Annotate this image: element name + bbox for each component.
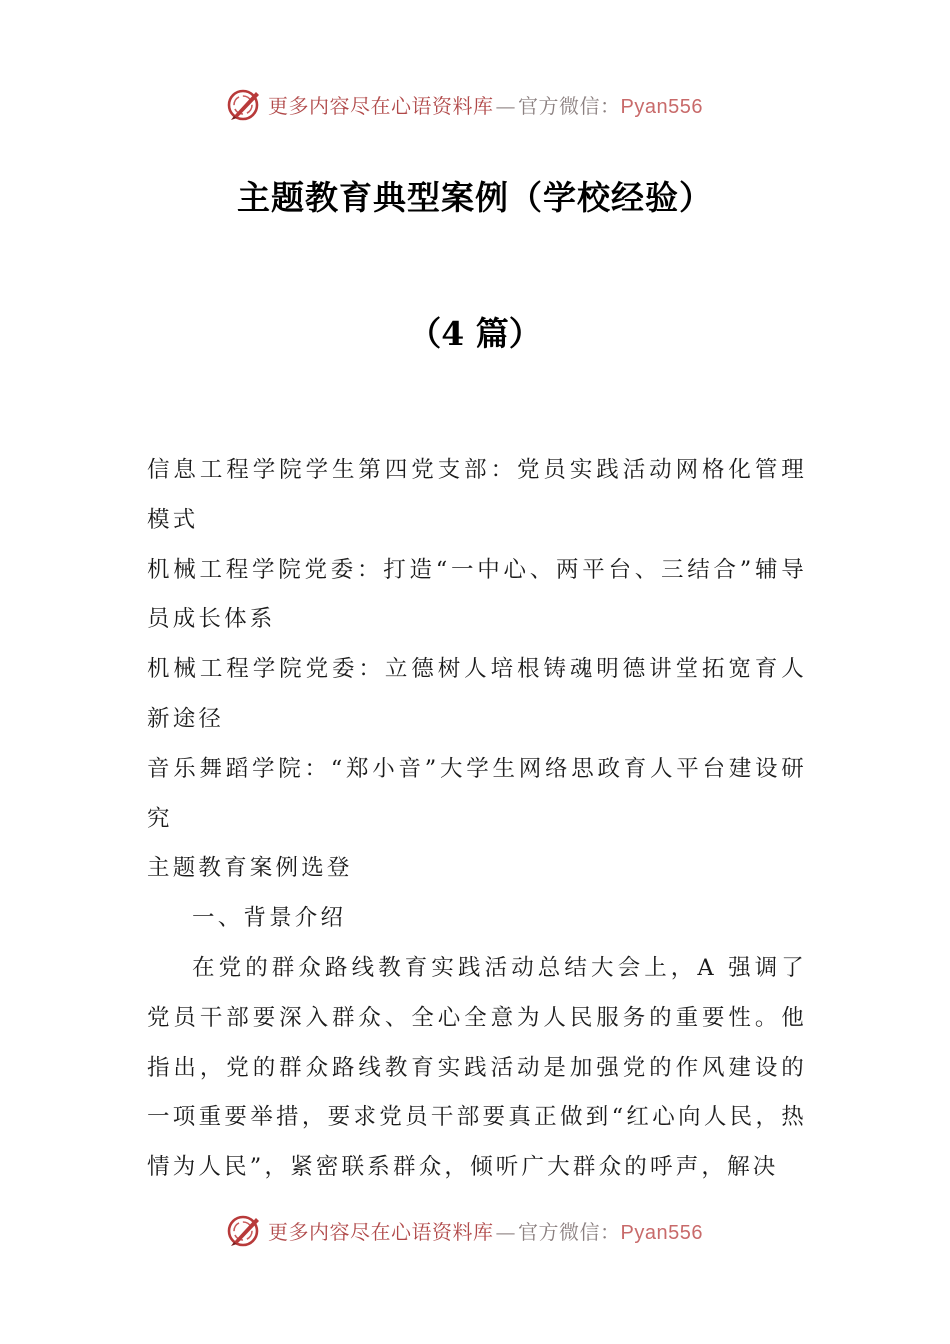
- document-subtitle: （4 篇）: [408, 314, 542, 353]
- toc-item: 主题教育案例选登: [147, 855, 353, 882]
- watermark-wechat-id: Pyan556: [620, 1221, 703, 1244]
- section-heading: 一、背景介绍: [192, 905, 347, 932]
- toc-item: 信息工程学院学生第四党支部：党员实践活动网格化管理模式: [147, 457, 807, 533]
- watermark-dash: —: [495, 93, 516, 118]
- watermark-label: 更多内容尽在心语资料库: [268, 93, 494, 118]
- toc-item: 机械工程学院党委：打造“一中心、两平台、三结合”辅导员成长体系: [147, 556, 807, 633]
- watermark-wechat-label: 官方微信：: [518, 1219, 621, 1244]
- watermark-wechat-id: Pyan556: [620, 95, 703, 118]
- toc-item: 机械工程学院党委：立德树人培根铸魂明德讲堂拓宽育人新途径: [147, 656, 807, 732]
- watermark-text: [268, 90, 703, 119]
- document-title: 主题教育典型案例（学校经验）: [237, 178, 713, 217]
- pen-logo-icon: [226, 86, 262, 122]
- watermark-text: [268, 1216, 703, 1245]
- document-body: [147, 446, 807, 1193]
- watermark-banner-bottom: [226, 1210, 703, 1250]
- watermark-wechat-label: 官方微信：: [518, 93, 621, 118]
- watermark-dash: —: [495, 1219, 516, 1244]
- toc-item: 音乐舞蹈学院：“郑小音”大学生网络思政育人平台建设研究: [147, 755, 807, 832]
- watermark-banner-top: [226, 84, 703, 124]
- watermark-label: 更多内容尽在心语资料库: [268, 1219, 494, 1244]
- pen-logo-icon: [226, 1212, 262, 1248]
- body-paragraph: 在党的群众路线教育实践活动总结大会上，A 强调了党员干部要深入群众、全心全意为人民服务的重要性。他指出，党的群众路线教育实践活动是加强党的作风建设的一项重要举措，要求党员干部要真正做到“红心向人民，热情为人民”，紧密联系群众，倾听广大群众的呼声，解决: [147, 954, 807, 1181]
